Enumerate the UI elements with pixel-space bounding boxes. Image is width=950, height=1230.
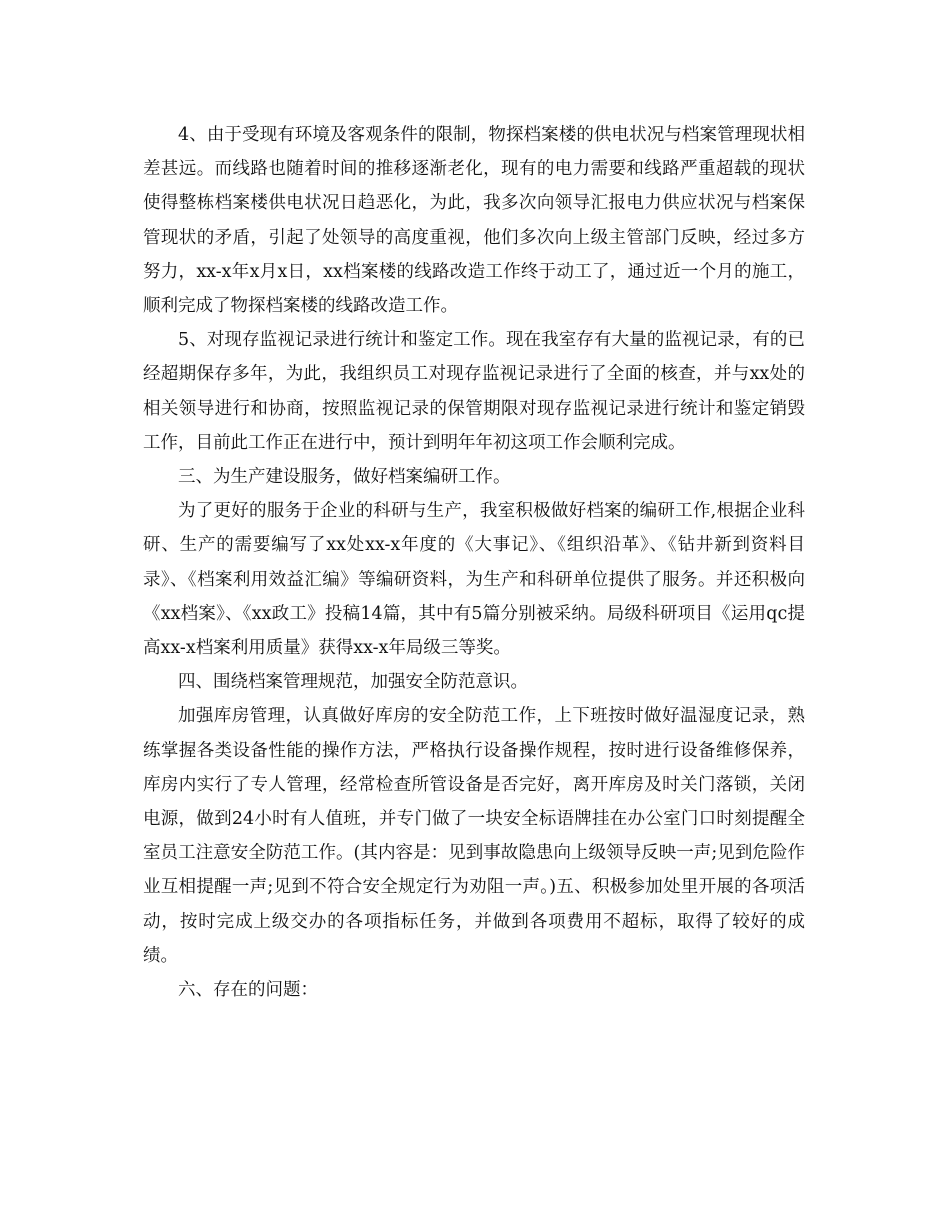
- paragraph-compilation: 为了更好的服务于企业的科研与生产，我室积极做好档案的编研工作,根据企业科研、生产的需要编写了xx处xx-x年度的《大事记》、《组织沿革》、《钻井新到资料目录》、《档案利用效益汇编》等编研资料，为生产和科研单位提供了服务。并还积极向《xx档案》、《xx政工》投稿14篇，其中有5篇分别被采纳。局级科研项目《运用qc提高xx-x档案利用质量》获得xx-x年局级三等奖。: [143, 501, 805, 659]
- paragraph-item-4: 4、由于受现有环境及客观条件的限制，物探档案楼的供电状况与档案管理现状相差甚远。而线路也随着时间的推移逐渐老化，现有的电力需要和线路严重超载的现状使得整栋档案楼供电状况日趋恶化，为此，我多次向领导汇报电力供应状况与档案保管现状的矛盾，引起了处领导的高度重视，他们多次向上级主管部门反映，经过多方努力，xx-x年x月x日，xx档案楼的线路改造工作终于动工了，通过近一个月的施工，顺利完成了物探档案楼的线路改造工作。: [143, 125, 805, 317]
- section-heading-3: 三、为生产建设服务，做好档案编研工作。: [178, 467, 511, 488]
- section-heading-4: 四、围绕档案管理规范，加强安全防范意识。: [178, 672, 528, 693]
- paragraph-item-5: 5、对现存监视记录进行统计和鉴定工作。现在我室存有大量的监视记录，有的已经超期保存多年，为此，我组织员工对现存监视记录进行了全面的核查，并与xx处的相关领导进行和协商，按照监视记录的保管期限对现存监视记录进行统计和鉴定销毁工作，目前此工作正在进行中，预计到明年年初这项工作会顺利完成。: [143, 330, 805, 453]
- document-page: [143, 118, 805, 1007]
- paragraph-storage-security: 加强库房管理，认真做好库房的安全防范工作，上下班按时做好温湿度记录，熟练掌握各类设备性能的操作方法，严格执行设备操作规程，按时进行设备维修保养，库房内实行了专人管理，经常检查所管设备是否完好，离开库房及时关门落锁，关闭电源，做到24小时有人值班，并专门做了一块安全标语牌挂在办公室门口时刻提醒全室员工注意安全防范工作。(其内容是：见到事故隐患向上级领导反映一声;见到危险作业互相提醒一声;见到不符合安全规定行为劝阻一声。)五、积极参加处里开展的各项活动，按时完成上级交办的各项指标任务，并做到各项费用不超标，取得了较好的成绩。: [143, 706, 805, 966]
- section-heading-6: 六、存在的问题：: [178, 980, 318, 1001]
